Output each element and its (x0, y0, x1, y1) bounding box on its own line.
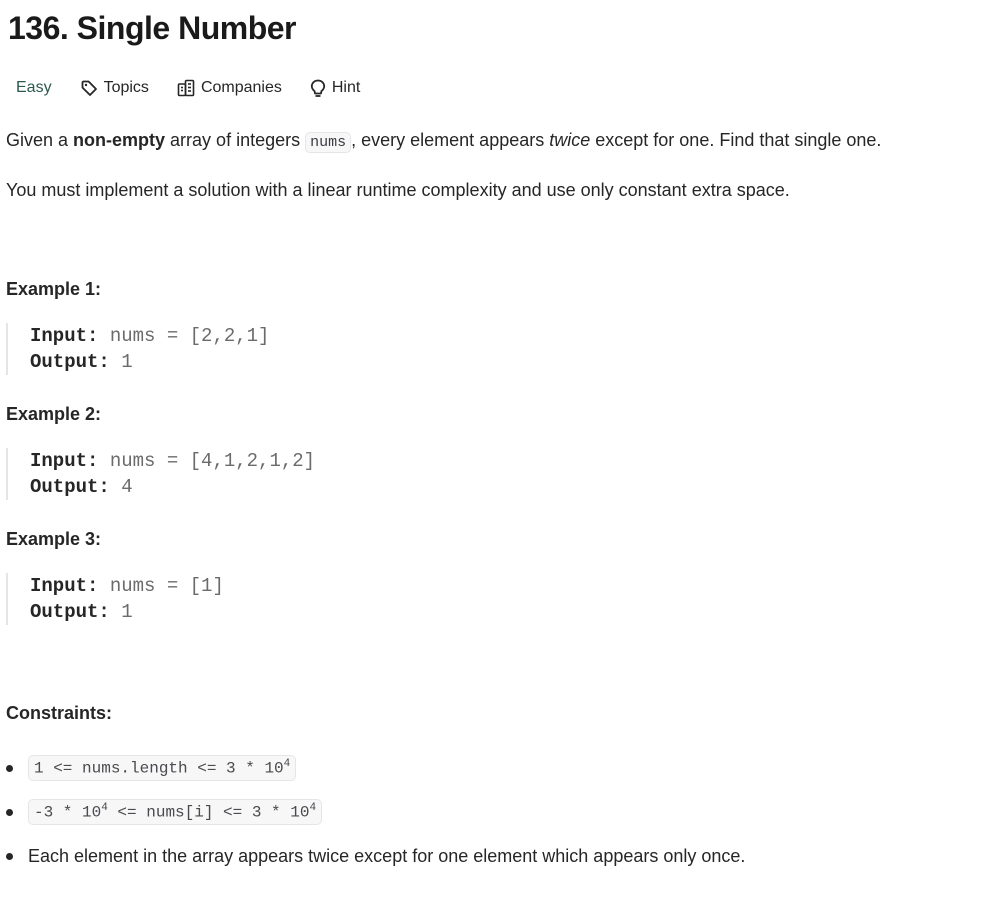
companies-button[interactable] (167, 73, 292, 103)
emphasis-non-empty: non-empty (73, 130, 166, 150)
constraint-item (6, 834, 745, 878)
output-value: 4 (121, 476, 133, 498)
output-value: 1 (121, 351, 133, 373)
lightbulb-icon (310, 79, 326, 98)
exponent: 4 (309, 802, 317, 815)
constraints-title: Constraints: (6, 703, 113, 723)
input-value: nums = [2,2,1] (109, 325, 270, 347)
example-1-title: Example 1: (6, 279, 102, 299)
example-2-output (30, 474, 430, 500)
description-text: Given a (6, 130, 74, 150)
example-2-title: Example 2: (6, 404, 102, 424)
constraint-text: 1 <= nums.length <= 3 * 10 (34, 759, 284, 778)
input-value: nums = [4,1,2,1,2] (109, 450, 316, 472)
nums-code: nums (305, 132, 351, 153)
problem-tags (6, 72, 370, 104)
example-3-input (30, 573, 430, 599)
exponent: 4 (101, 802, 108, 815)
constraint-text: -3 * 10 (34, 803, 102, 822)
example-3-output (30, 599, 430, 625)
problem-title: 136. Single Number (8, 10, 296, 46)
output-label: Output: (30, 476, 110, 498)
building-icon (177, 79, 195, 97)
constraint-text: Each element in the array appears twice except for one element which appears only once. (28, 845, 746, 866)
requirement-paragraph: You must implement a solution with a linear runtime complexity and use only constant extra space. (6, 180, 790, 200)
description-text: except for one. Find that single one. (590, 130, 882, 150)
input-label: Input: (30, 450, 99, 472)
bullet (6, 853, 13, 860)
tag-icon (80, 79, 98, 97)
example-2-block (6, 448, 430, 500)
output-value: 1 (121, 601, 133, 623)
input-label: Input: (30, 325, 99, 347)
input-label: Input: (30, 575, 99, 597)
constraint-text: <= nums[i] <= 3 * 10 (107, 803, 310, 822)
input-value: nums = [1] (109, 575, 224, 597)
bullet (6, 809, 13, 816)
bullet (6, 765, 13, 772)
constraint-item (6, 790, 745, 834)
topics-button[interactable] (70, 73, 159, 103)
output-label: Output: (30, 601, 110, 623)
description-text: , every element appears (351, 130, 550, 150)
example-1-output (30, 349, 430, 375)
hint-button[interactable] (300, 73, 370, 103)
example-2-input (30, 448, 430, 474)
description-paragraph (6, 127, 881, 156)
exponent: 4 (283, 758, 291, 771)
companies-label: Companies (200, 79, 282, 96)
difficulty-badge: Easy (16, 79, 52, 96)
example-1-block (6, 323, 430, 375)
example-1-input (30, 323, 430, 349)
output-label: Output: (30, 351, 110, 373)
example-3-title: Example 3: (6, 529, 102, 549)
constraint-code (28, 755, 296, 780)
topics-label: Topics (103, 79, 149, 96)
constraint-code (28, 799, 322, 824)
hint-label: Hint (331, 79, 361, 96)
constraint-item (6, 746, 745, 790)
constraints-list (6, 746, 745, 878)
description-text: array of integers (165, 130, 306, 150)
emphasis-twice: twice (549, 130, 591, 150)
example-3-block (6, 573, 430, 625)
